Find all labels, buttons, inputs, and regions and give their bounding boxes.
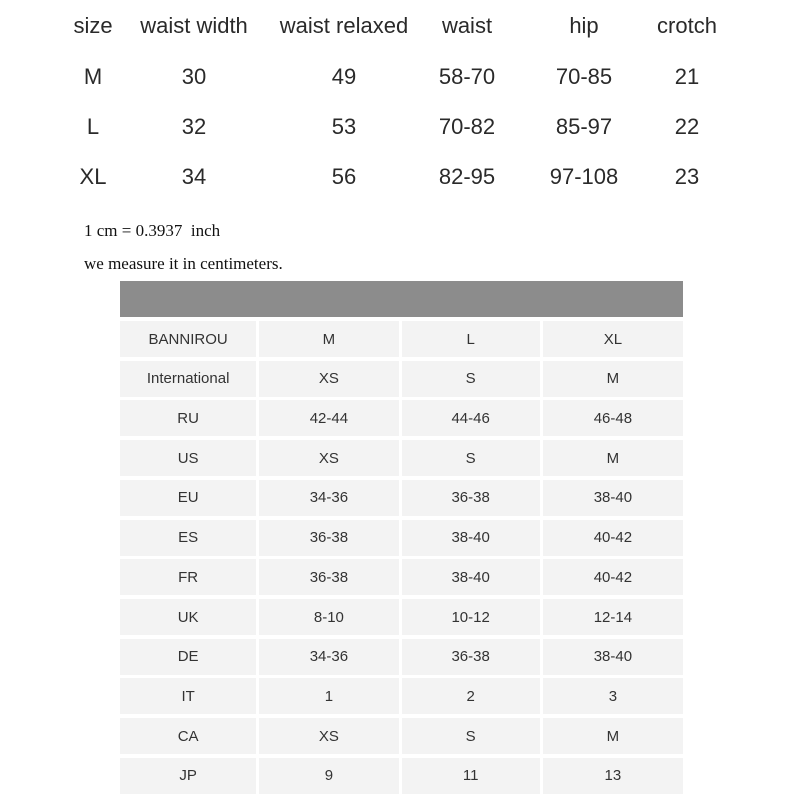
size-chart-label-cell: JP — [120, 758, 256, 794]
measurement-cell: 21 — [674, 64, 700, 89]
measurement-cell: 22 — [674, 114, 700, 139]
measurement-cell: 53 — [331, 114, 357, 139]
size-chart-cell: M — [543, 361, 683, 397]
size-chart-cell: 36-38 — [259, 520, 398, 556]
measurement-cell: 58-70 — [438, 64, 496, 89]
size-chart-cell: 34-36 — [259, 639, 398, 675]
size-chart-label-cell: UK — [120, 599, 256, 635]
size-chart-cell: M — [259, 321, 398, 357]
header-size: size — [73, 13, 113, 38]
size-chart-rows — [120, 321, 683, 794]
header-waist: waist — [441, 13, 493, 38]
size-chart-cell: S — [402, 718, 540, 754]
size-chart-row — [120, 520, 683, 556]
size-chart-cell: XS — [259, 361, 398, 397]
size-chart-cell: 40-42 — [543, 559, 683, 595]
measurement-cell: 70-82 — [438, 114, 496, 139]
size-chart-row — [120, 400, 683, 436]
size-chart-cell: 42-44 — [259, 400, 398, 436]
size-chart-row — [120, 480, 683, 516]
measurement-cell: 34 — [181, 164, 207, 189]
measurement-cell: L — [86, 114, 100, 139]
size-chart-label-cell: DE — [120, 639, 256, 675]
measurement-header-row — [0, 0, 800, 52]
size-chart-row — [120, 718, 683, 754]
size-chart-row — [120, 599, 683, 635]
size-chart-row — [120, 678, 683, 714]
size-chart-cell: 12-14 — [543, 599, 683, 635]
size-chart-label-cell: FR — [120, 559, 256, 595]
size-chart-cell: 3 — [543, 678, 683, 714]
size-chart-banner — [120, 281, 683, 317]
size-chart-cell: S — [402, 361, 540, 397]
header-hip: hip — [569, 13, 599, 38]
size-chart-cell: 38-40 — [543, 480, 683, 516]
size-chart-cell: 10-12 — [402, 599, 540, 635]
size-chart-cell: L — [402, 321, 540, 357]
measurement-row-l — [0, 102, 800, 152]
size-chart — [120, 281, 683, 798]
size-chart-label-cell: ES — [120, 520, 256, 556]
size-chart-label-cell: IT — [120, 678, 256, 714]
measurement-cell: 23 — [674, 164, 700, 189]
measurement-cell: XL — [79, 164, 107, 189]
size-chart-cell: 46-48 — [543, 400, 683, 436]
unit-note: we measure it in centimeters. — [84, 254, 283, 273]
measurement-row-m — [0, 52, 800, 102]
size-chart-label-cell: RU — [120, 400, 256, 436]
size-chart-cell: XL — [543, 321, 683, 357]
conversion-note: 1 cm = 0.3937 inch — [84, 221, 221, 240]
measurement-table — [0, 0, 800, 202]
size-chart-cell: XS — [259, 440, 398, 476]
notes — [84, 218, 283, 284]
size-chart-cell: 36-38 — [402, 480, 540, 516]
size-chart-cell: 1 — [259, 678, 398, 714]
size-chart-row — [120, 639, 683, 675]
size-chart-cell: 36-38 — [259, 559, 398, 595]
size-chart-cell: M — [543, 440, 683, 476]
size-chart-label-cell: CA — [120, 718, 256, 754]
size-chart-label-cell: EU — [120, 480, 256, 516]
size-chart-cell: 9 — [259, 758, 398, 794]
size-chart-label-cell: BANNIROU — [120, 321, 256, 357]
measurement-cell: 70-85 — [555, 64, 613, 89]
size-chart-cell: 36-38 — [402, 639, 540, 675]
header-waist-width: waist width — [140, 13, 248, 38]
size-chart-cell: 44-46 — [402, 400, 540, 436]
measurement-cell: 30 — [181, 64, 207, 89]
size-chart-label-cell: International — [120, 361, 256, 397]
size-chart-cell: 8-10 — [259, 599, 398, 635]
measurement-cell: 32 — [181, 114, 207, 139]
header-waist-relaxed: waist relaxed — [279, 13, 409, 38]
size-chart-cell: 34-36 — [259, 480, 398, 516]
size-chart-cell: 13 — [543, 758, 683, 794]
size-chart-cell: M — [543, 718, 683, 754]
size-chart-row — [120, 361, 683, 397]
header-crotch: crotch — [657, 13, 717, 38]
size-chart-row — [120, 758, 683, 794]
size-chart-row — [120, 321, 683, 357]
measurement-cell: 56 — [331, 164, 357, 189]
measurement-cell: 82-95 — [438, 164, 496, 189]
size-chart-cell: 11 — [402, 758, 540, 794]
size-chart-label-cell: US — [120, 440, 256, 476]
size-chart-cell: 2 — [402, 678, 540, 714]
measurement-row-xl — [0, 152, 800, 202]
measurement-cell: M — [83, 64, 103, 89]
size-chart-cell: 38-40 — [543, 639, 683, 675]
measurement-cell: 85-97 — [555, 114, 613, 139]
size-chart-cell: 38-40 — [402, 559, 540, 595]
size-chart-cell: 38-40 — [402, 520, 540, 556]
size-chart-cell: 40-42 — [543, 520, 683, 556]
size-chart-cell: S — [402, 440, 540, 476]
measurement-cell: 97-108 — [549, 164, 619, 189]
size-chart-row — [120, 440, 683, 476]
measurement-cell: 49 — [331, 64, 357, 89]
size-chart-cell: XS — [259, 718, 398, 754]
size-chart-row — [120, 559, 683, 595]
